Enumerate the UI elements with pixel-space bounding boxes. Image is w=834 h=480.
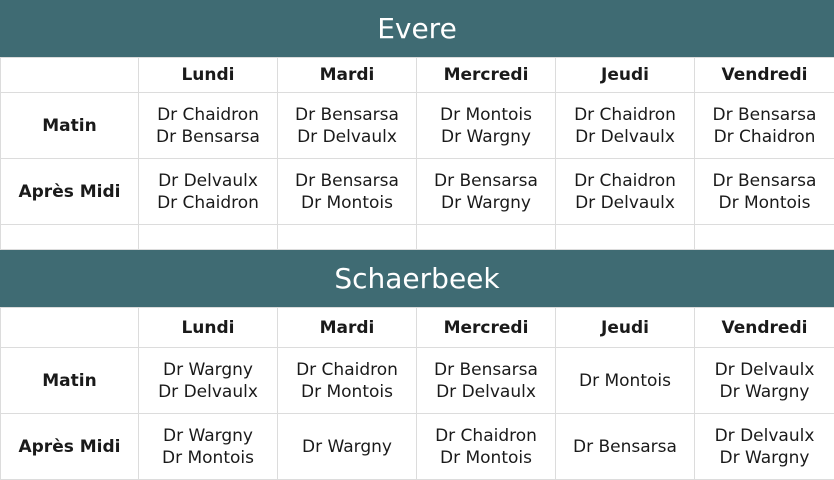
day-header: Mercredi [417,58,556,93]
spacer-cell [1,225,139,250]
doctor-name: Dr Montois [695,192,834,214]
doctor-name: Dr Wargny [417,192,555,214]
section-schaerbeek [0,250,834,480]
doctor-name: Dr Bensarsa [695,170,834,192]
doctor-name: Dr Bensarsa [278,170,416,192]
schedule-cell [417,348,556,414]
schedule-cell [417,414,556,480]
day-header: Mardi [278,58,417,93]
schedule-cell [278,348,417,414]
doctor-name: Dr Montois [556,370,694,392]
row-label: Après Midi [1,414,139,480]
day-header: Jeudi [556,58,695,93]
schedule-row-apres-midi [1,159,834,225]
section-title: Schaerbeek [0,250,834,307]
schedule-cell [556,414,695,480]
doctor-name: Dr Montois [417,447,555,469]
schedule-cell [278,159,417,225]
schedule-row-matin [1,348,834,414]
doctor-name: Dr Montois [139,447,277,469]
doctor-name: Dr Chaidron [139,192,277,214]
doctor-name: Dr Bensarsa [278,104,416,126]
corner-cell [1,58,139,93]
spacer-cell [556,225,695,250]
day-header: Vendredi [695,58,834,93]
spacer-row [1,225,834,250]
schedule-cell [139,414,278,480]
doctor-name: Dr Delvaulx [139,381,277,403]
doctor-name: Dr Wargny [695,381,834,403]
schedule-cell [556,348,695,414]
schedule-cell [417,93,556,159]
doctor-name: Dr Wargny [695,447,834,469]
doctor-name: Dr Chaidron [556,104,694,126]
doctor-name: Dr Bensarsa [139,126,277,148]
schedule-cell [695,93,834,159]
doctor-name: Dr Delvaulx [695,359,834,381]
schedule-cell [278,93,417,159]
doctor-name: Dr Delvaulx [278,126,416,148]
doctor-name: Dr Chaidron [417,425,555,447]
doctor-name: Dr Delvaulx [556,192,694,214]
doctor-name: Dr Bensarsa [556,436,694,458]
spacer-cell [417,225,556,250]
doctor-name: Dr Montois [278,192,416,214]
schedule-cell [556,159,695,225]
schedule-cell [278,414,417,480]
schedule-table [0,57,834,250]
day-header: Mercredi [417,308,556,348]
doctor-name: Dr Chaidron [556,170,694,192]
section-title: Evere [0,0,834,57]
doctor-name: Dr Wargny [139,359,277,381]
schedule-cell [417,159,556,225]
schedule-table [0,307,834,480]
schedule-cell [139,348,278,414]
corner-cell [1,308,139,348]
day-header: Lundi [139,308,278,348]
doctor-name: Dr Montois [417,104,555,126]
row-label: Après Midi [1,159,139,225]
doctor-name: Dr Bensarsa [417,359,555,381]
doctor-name: Dr Delvaulx [556,126,694,148]
doctor-name: Dr Delvaulx [139,170,277,192]
doctor-name: Dr Delvaulx [695,425,834,447]
spacer-cell [695,225,834,250]
schedule-cell [139,159,278,225]
schedule-cell [139,93,278,159]
schedule-cell [695,414,834,480]
doctor-name: Dr Wargny [278,436,416,458]
day-header: Lundi [139,58,278,93]
spacer-cell [139,225,278,250]
schedule-row-apres-midi [1,414,834,480]
doctor-name: Dr Chaidron [139,104,277,126]
doctor-name: Dr Chaidron [695,126,834,148]
row-label: Matin [1,348,139,414]
doctor-name: Dr Bensarsa [417,170,555,192]
day-header-row [1,308,834,348]
doctor-name: Dr Bensarsa [695,104,834,126]
doctor-name: Dr Delvaulx [417,381,555,403]
schedule-cell [556,93,695,159]
schedule-cell [695,348,834,414]
schedule-cell [695,159,834,225]
doctor-name: Dr Wargny [417,126,555,148]
doctor-name: Dr Chaidron [278,359,416,381]
doctor-name: Dr Wargny [139,425,277,447]
doctor-name: Dr Montois [278,381,416,403]
spacer-cell [278,225,417,250]
day-header-row [1,58,834,93]
row-label: Matin [1,93,139,159]
schedule-row-matin [1,93,834,159]
day-header: Jeudi [556,308,695,348]
day-header: Mardi [278,308,417,348]
day-header: Vendredi [695,308,834,348]
